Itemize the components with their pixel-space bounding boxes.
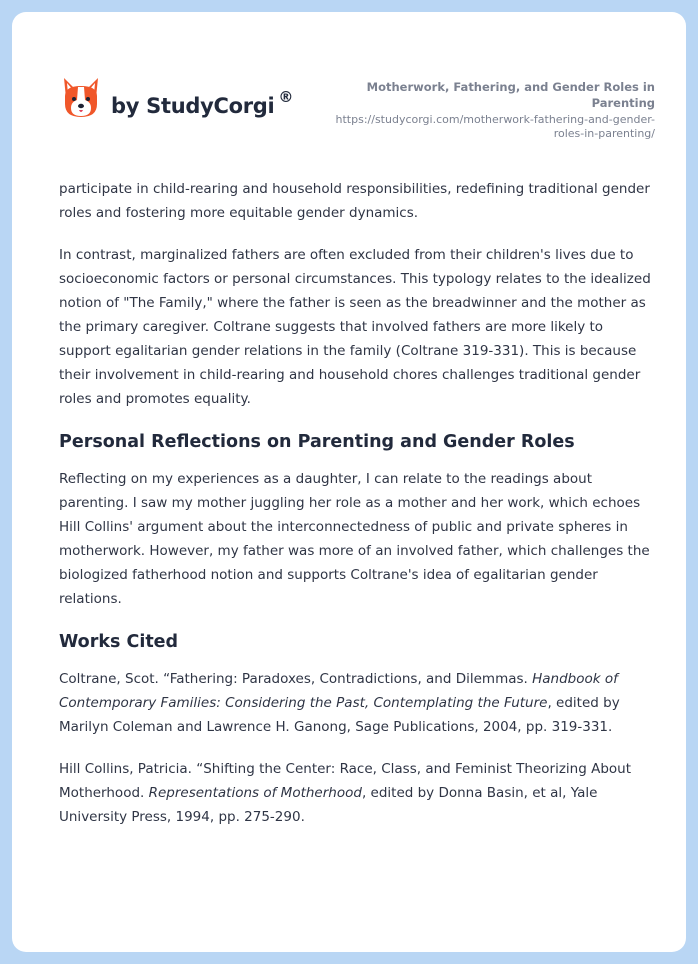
citation-1-after: , edited by Marilyn Coleman and Lawrence H. Ganong, Sage Publications, 2004, pp. 319-331. xyxy=(59,695,620,735)
document-title: Motherwork, Fathering, and Gender Roles in Parenting xyxy=(366,80,655,110)
document-meta xyxy=(315,79,655,141)
citation-1 xyxy=(59,667,659,739)
registered-mark: ® xyxy=(278,88,294,106)
section-heading-works-cited: Works Cited xyxy=(59,632,179,652)
document-url-line-1: https://studycorgi.com/motherwork-fathering-and-gender- xyxy=(335,113,655,126)
page-card xyxy=(12,12,686,952)
citation-2-title: Representations of Motherhood xyxy=(148,785,362,801)
paragraph-3: Reflecting on my experiences as a daughter, I can relate to the readings about parenting. I saw my mother juggling her role as a mother and her work, which echoes Hill Collins' argument about the interconnectedness of public and private spheres in motherwork. However, my father was more of an involved father, which challenges the biologized fatherhood notion and supports Coltrane's idea of egalitarian gender relations. xyxy=(59,471,650,607)
citation-2-after: , edited by Donna Basin, et al, Yale University Press, 1994, pp. 275-290. xyxy=(59,785,598,825)
document-body xyxy=(59,177,659,847)
paragraph-2: In contrast, marginalized fathers are often excluded from their children's lives due to socioeconomic factors or personal circumstances. This typology relates to the idealized notion of "The Family," where the father is seen as the breadwinner and the mother as the primary caregiver. Coltrane suggests that involved fathers are more likely to support egalitarian gender relations in the family (Coltrane 319-331). This is because their involvement in child-rearing and household chores challenges traditional gender roles and promotes equality. xyxy=(59,247,651,407)
paragraph-1: participate in child-rearing and household responsibilities, redefining traditional gender roles and fostering more equitable gender dynamics. xyxy=(59,181,650,221)
document-url-line-2: roles-in-parenting/ xyxy=(553,127,655,140)
document-url[interactable] xyxy=(315,113,655,141)
citation-1-before: Coltrane, Scot. “Fathering: Paradoxes, Contradictions, and Dilemmas. xyxy=(59,671,533,687)
brand-text: by StudyCorgi xyxy=(111,94,275,118)
citation-2 xyxy=(59,757,659,829)
page-header xyxy=(12,12,686,162)
brand-name xyxy=(111,88,294,118)
section-heading-reflections: Personal Reflections on Parenting and Gender Roles xyxy=(59,432,575,452)
citation-1-title: Handbook of Contemporary Families: Considering the Past, Contemplating the Future xyxy=(59,671,618,711)
studycorgi-logo[interactable] xyxy=(61,76,293,118)
corgi-face-icon xyxy=(61,76,101,118)
citation-2-before: Hill Collins, Patricia. “Shifting the Center: Race, Class, and Feminist Theorizing About Motherhood. xyxy=(59,761,632,801)
